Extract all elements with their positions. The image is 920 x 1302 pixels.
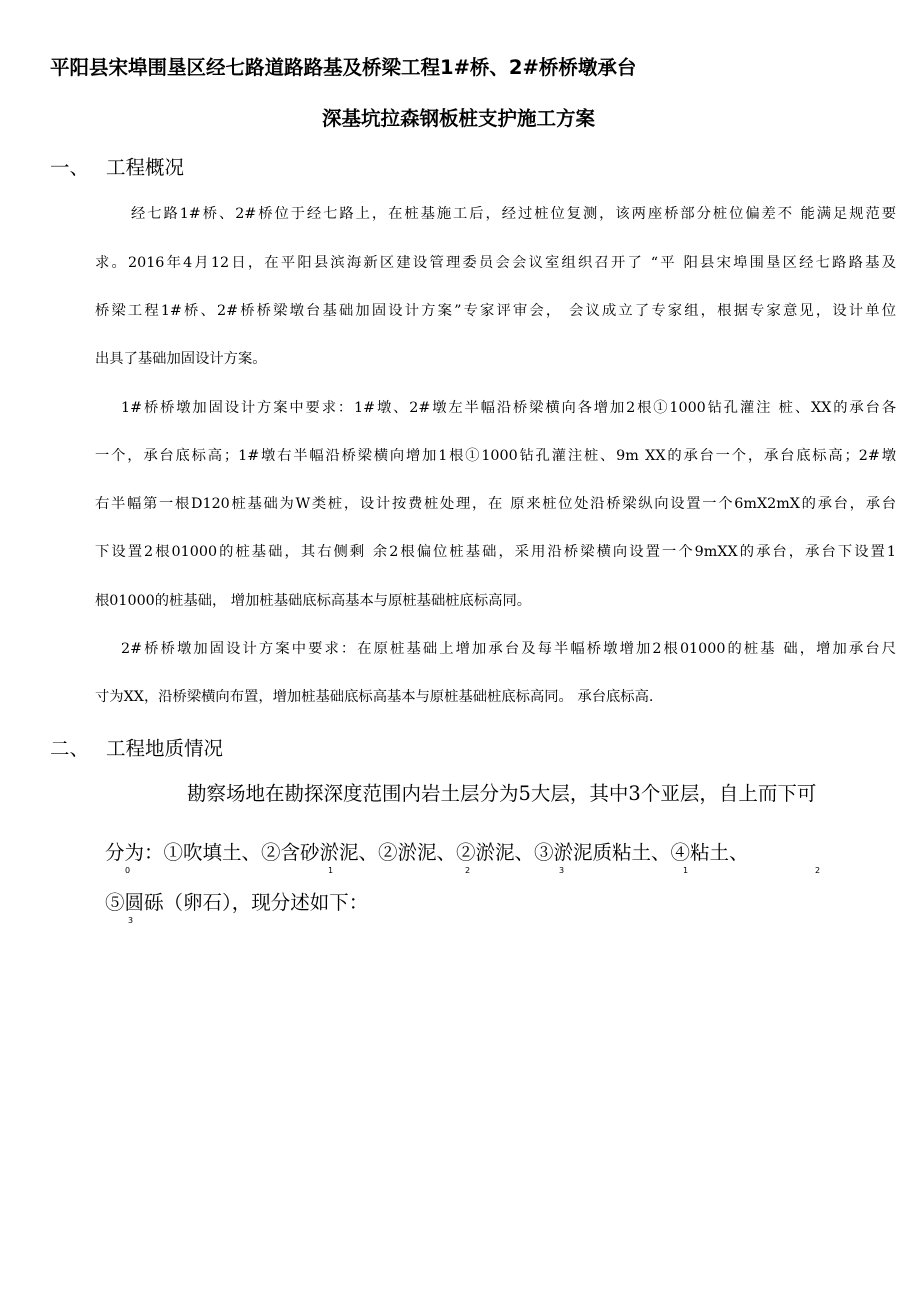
paragraph-line: 一个，承台底标高；1#墩右半幅沿桥梁横向增加1根①1000钻孔灌注桩、9m XX的承台一个，承台底标高；2#墩 [95,448,896,464]
paragraph-line: ⑤圆砾（卵石），现分述如下： [105,891,369,914]
stratum-subscript: 1 [683,866,689,875]
paragraph-line: 1#桥桥墩加固设计方案中要求：1#墩、2#墩左半幅沿桥梁横向各增加2根①1000钻孔灌注 桩、XX的承台各 [121,400,896,416]
paragraph-line: 下设置2根01000的桩基础，其右侧剩 余2根偏位桩基础，采用沿桥梁横向设置一个9mXX的承台，承台下设置1 [95,544,896,560]
stratum-subscript: 3 [128,916,134,925]
paragraph-line: 2#桥桥墩加固设计方案中要求：在原桩基础上增加承台及每半幅桥墩增加2根01000的桩基 础，增加承台尺 [121,641,896,657]
section-2-heading [50,733,350,761]
stratum-subscript: 3 [559,866,565,875]
section-1-number: 一、 [50,156,90,179]
paragraph-line: 出具了基础加固设计方案。 [95,351,267,367]
section-2-title: 工程地质情况 [106,737,224,760]
stratum-subscript: 2 [465,866,471,875]
stratum-subscript: 0 [125,866,131,875]
paragraph-line: 分为：①吹填土、②含砂淤泥、②淤泥、②淤泥、③淤泥质粘土、④粘土、 [105,841,749,864]
section-1-title: 工程概况 [106,156,185,179]
paragraph-line: 勘察场地在勘探深度范围内岩土层分为5大层，其中3个亚层，自上而下可 [187,782,817,805]
document-title-line-1: 平阳县宋埠围垦区经七路道路路基及桥梁工程1#桥、2#桥桥墩承台 [50,56,637,79]
paragraph-line: 寸为XX，沿桥梁横向布置，增加桩基础底标高基本与原桩基础桩底标高同。 承台底标高. [95,689,654,705]
stratum-subscript: 1 [328,866,334,875]
paragraph-line: 求。2016年4月12日，在平阳县滨海新区建设管理委员会会议室组织召开了 “平 阳县宋埠围垦区经七路路基及 [95,255,896,271]
stratum-subscript: 2 [815,866,821,875]
paragraph-line: 右半幅第一根D120桩基础为W类桩，设计按费桩处理，在 原来桩位处沿桥梁纵向设置一个6mX2mX的承台，承台 [95,496,896,512]
paragraph-line: 桥梁工程1#桥、2#桥桥梁墩台基础加固设计方案”专家评审会， 会议成立了专家组，根据专家意见，设计单位 [95,303,896,319]
section-1-heading [50,152,350,180]
paragraph-line: 根01000的桩基础， 增加桩基础底标高基本与原桩基础桩底标高同。 [95,593,532,609]
section-2-number: 二、 [50,737,90,760]
paragraph-line: 经七路1#桥、2#桥位于经七路上，在桩基施工后，经过桩位复测，该两座桥部分桩位偏差不 能满足规范要 [131,206,896,222]
document-title-line-2: 深基坑拉森钢板桩支护施工方案 [322,107,596,130]
